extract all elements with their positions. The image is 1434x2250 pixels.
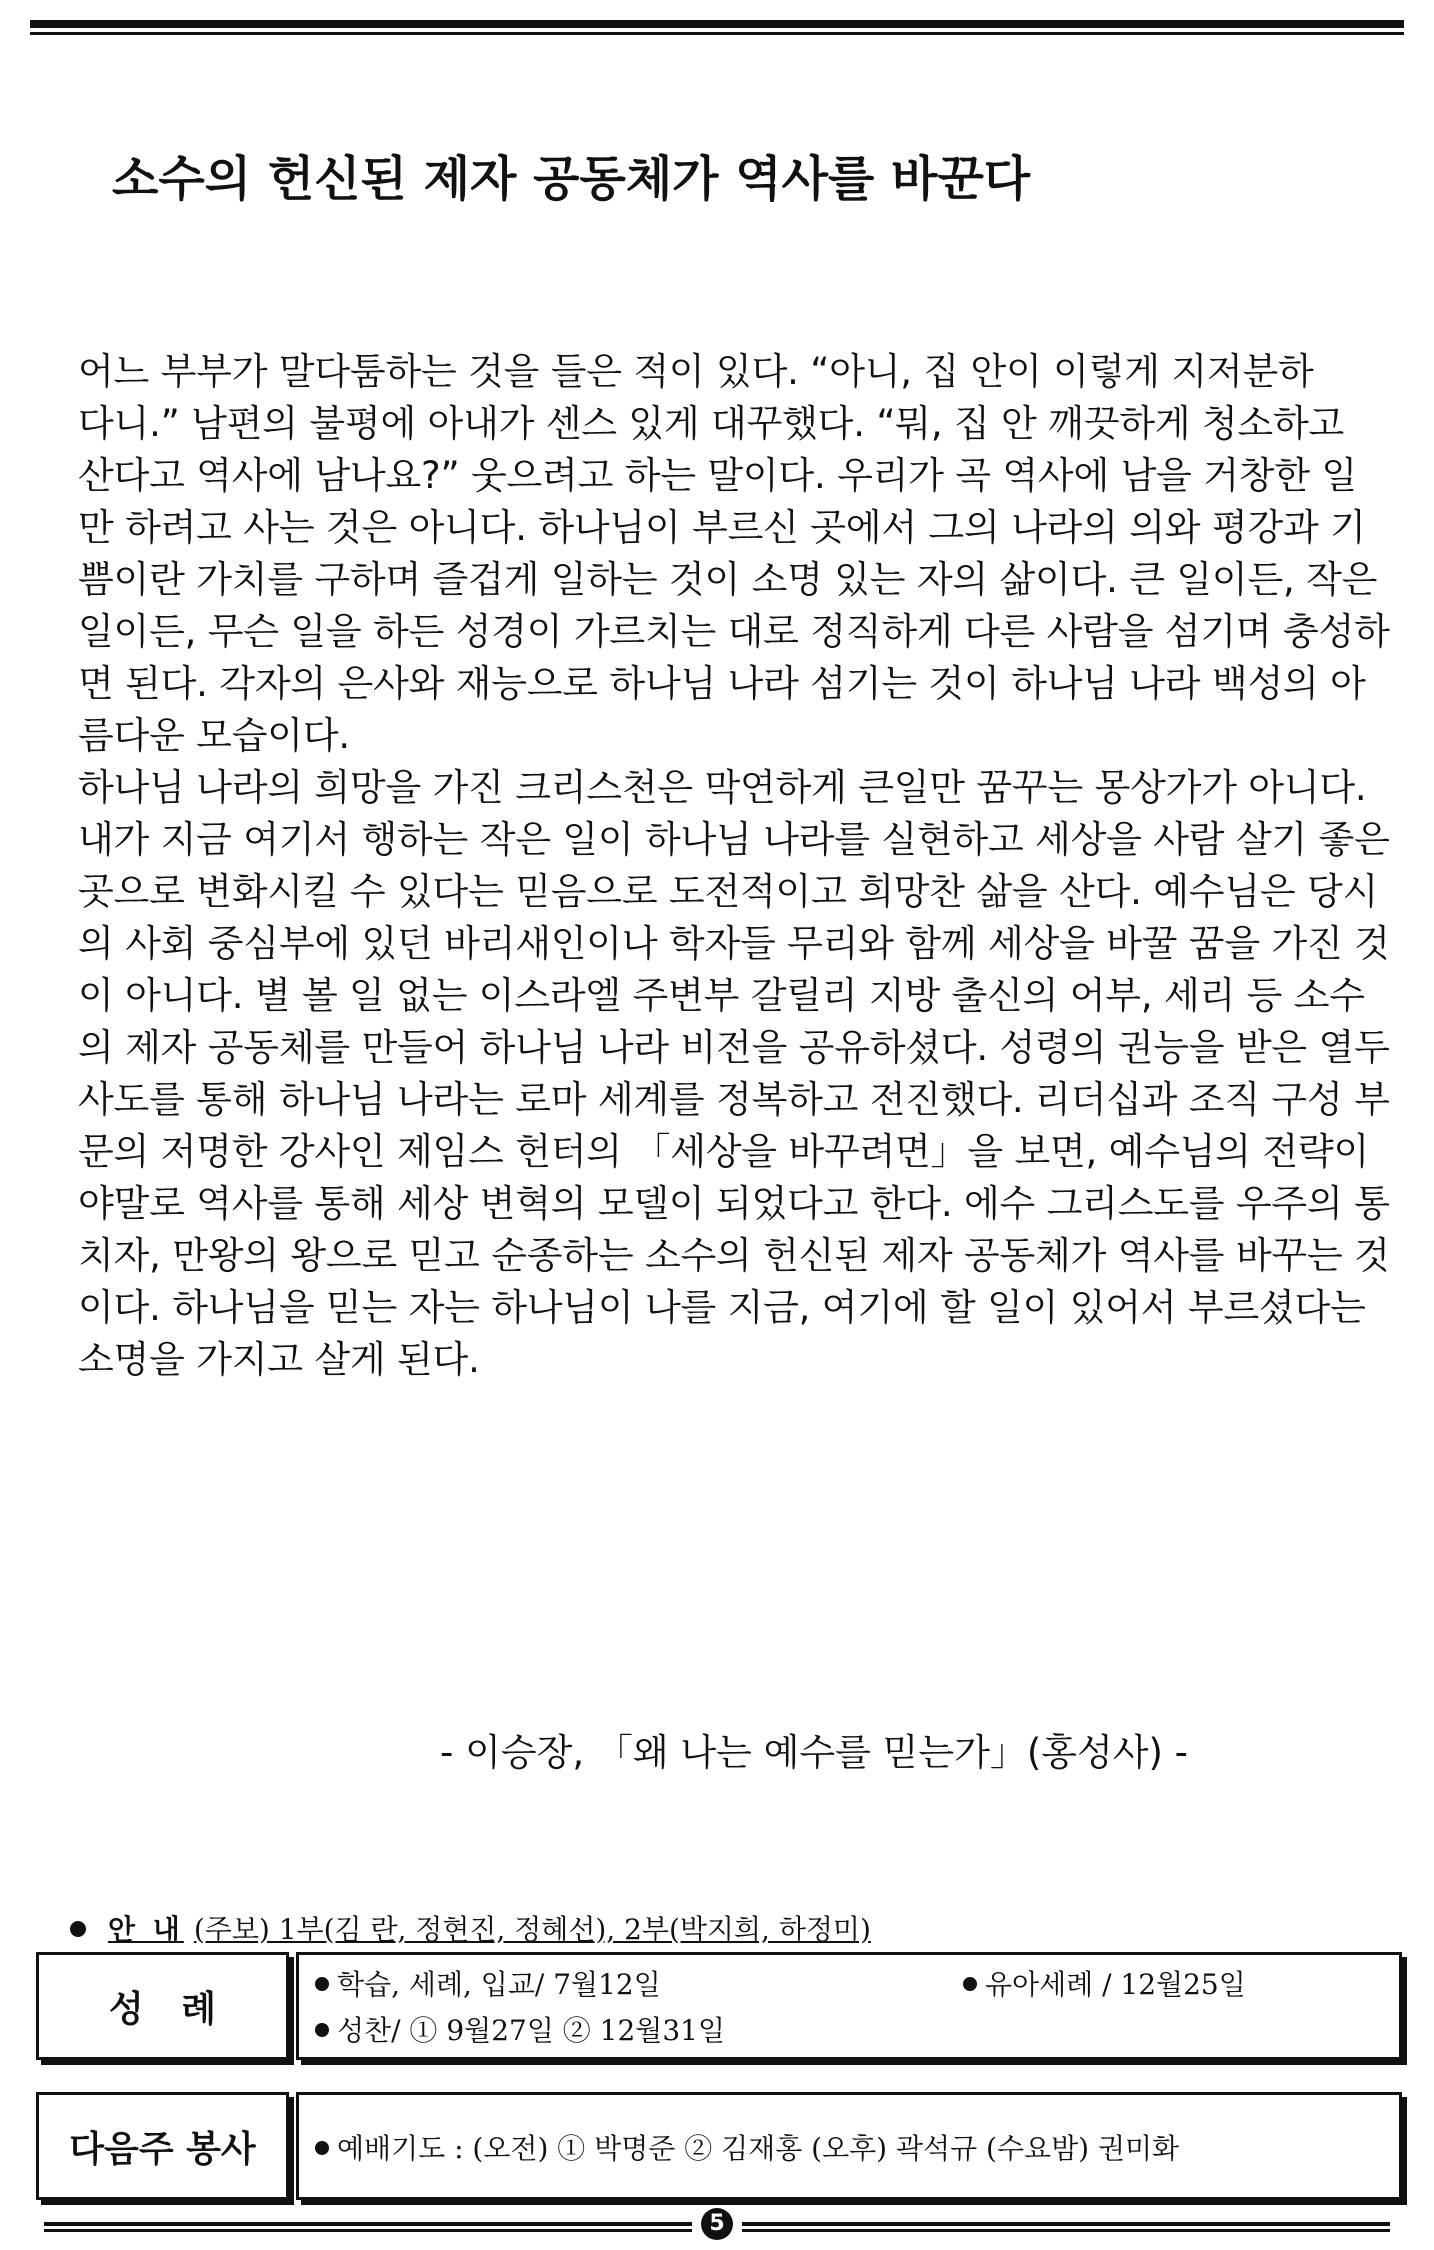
body-line: 의 사회 중심부에 있던 바리새인이나 학자들 무리와 함께 세상을 바꿀 꿈을 가진 것 — [78, 922, 1390, 965]
sacrament-item-text: 학습, 세례, 입교/ 7월12일 — [337, 1968, 661, 2001]
body-line: 다니.” 남편의 불평에 아내가 센스 있게 대꾸했다. “뭐, 집 안 깨끗하게 청소하고 — [78, 402, 1345, 445]
next-week-item-text: 예배기도 : (오전) ① 박명준 ② 김재홍 (오후) 곽석규 (수요밤) 권미화 — [337, 2132, 1180, 2165]
sacrament-label: 성 례 — [108, 1988, 217, 2030]
bullet-icon — [70, 1921, 86, 1937]
body-line: 하나님 나라의 희망을 가진 크리스천은 막연하게 큰일만 꿈꾸는 몽상가가 아니다. — [78, 766, 1367, 809]
sacrament-item-text: 성찬/ ① 9월27일 ② 12월31일 — [337, 2014, 726, 2047]
next-week-label: 다음주 봉사 — [69, 2128, 256, 2170]
body-line: 내가 지금 여기서 행하는 작은 일이 하나님 나라를 실현하고 세상을 사람 살기 좋은 — [78, 818, 1390, 861]
notice-label: 안 내 — [108, 1913, 184, 1946]
body-line: 사도를 통해 하나님 나라는 로마 세계를 정복하고 전진했다. 리더십과 조직 구성 부 — [78, 1078, 1390, 1121]
sacrament-label-box — [36, 1952, 289, 2060]
page-title: 소수의 헌신된 제자 공동체가 역사를 바꾼다 — [112, 151, 1031, 207]
body-line: 이 아니다. 별 볼 일 없는 이스라엘 주변부 갈릴리 지방 출신의 어부, 세리 등 소수 — [78, 974, 1365, 1017]
bullet-icon — [963, 1977, 977, 1991]
bottom-rule-right — [742, 2222, 1390, 2230]
bottom-rule-left — [44, 2222, 692, 2230]
body-line: 어느 부부가 말다툼하는 것을 들은 적이 있다. “아니, 집 안이 이렇게 지저분하 — [78, 350, 1314, 393]
bullet-icon — [315, 2023, 329, 2037]
body-line: 이다. 하나님을 믿는 자는 하나님이 나를 지금, 여기에 할 일이 있어서 부르셨다는 — [78, 1286, 1366, 1329]
sacrament-content-box — [296, 1952, 1402, 2060]
body-line: 치자, 만왕의 왕으로 믿고 순종하는 소수의 헌신된 제자 공동체가 역사를 바꾸는 것 — [78, 1234, 1390, 1277]
body-line: 쁨이란 가치를 구하며 즐겁게 일하는 것이 소명 있는 자의 삶이다. 큰 일이든, 작은 — [78, 558, 1378, 601]
notice-content: (주보) 1부(김 란, 정현진, 정혜선), 2부(박지희, 하정미) — [193, 1913, 871, 1946]
body-line: 소명을 가지고 살게 된다. — [78, 1338, 480, 1381]
page-number: 5 — [701, 2208, 733, 2240]
body-line: 야말로 역사를 통해 세상 변혁의 모델이 되었다고 한다. 에수 그리스도를 우주의 통 — [78, 1182, 1390, 1225]
body-line: 면 된다. 각자의 은사와 재능으로 하나님 나라 섬기는 것이 하나님 나라 백성의 아 — [78, 662, 1366, 705]
body-line: 만 하려고 사는 것은 아니다. 하나님이 부르신 곳에서 그의 나라의 의와 평강과 기 — [78, 506, 1366, 549]
bullet-icon — [315, 1977, 329, 1991]
body-line: 름다운 모습이다. — [78, 714, 350, 757]
sacrament-item-text: 유아세례 / 12월25일 — [985, 1968, 1246, 2001]
next-week-item — [315, 2127, 1179, 2167]
sacrament-item — [315, 1963, 661, 2003]
sacrament-item — [315, 2009, 725, 2049]
next-week-label-box — [36, 2092, 289, 2200]
notice — [70, 1908, 871, 1948]
body-line: 일이든, 무슨 일을 하든 성경이 가르치는 대로 정직하게 다른 사람을 섬기며 충성하 — [78, 610, 1390, 653]
body-line: 곳으로 변화시킬 수 있다는 믿음으로 도전적이고 희망찬 삶을 산다. 예수님은 당시 — [78, 870, 1379, 913]
citation: - 이승장, 「왜 나는 예수를 믿는가」(홍성사) - — [440, 1731, 1189, 1774]
bullet-icon — [315, 2141, 329, 2155]
body-line: 산다고 역사에 남나요?” 웃으려고 하는 말이다. 우리가 곡 역사에 남을 거창한 일 — [78, 454, 1357, 497]
body-line: 의 제자 공동체를 만들어 하나님 나라 비전을 공유하셨다. 성령의 권능을 받은 열두 — [78, 1026, 1390, 1069]
body-line: 문의 저명한 강사인 제임스 헌터의 「세상을 바꾸려면」을 보면, 예수님의 전략이 — [78, 1130, 1370, 1173]
next-week-content-box — [296, 2092, 1402, 2200]
top-rule — [30, 20, 1404, 35]
body-text — [78, 346, 1390, 1386]
sacrament-item — [963, 1963, 1246, 2003]
